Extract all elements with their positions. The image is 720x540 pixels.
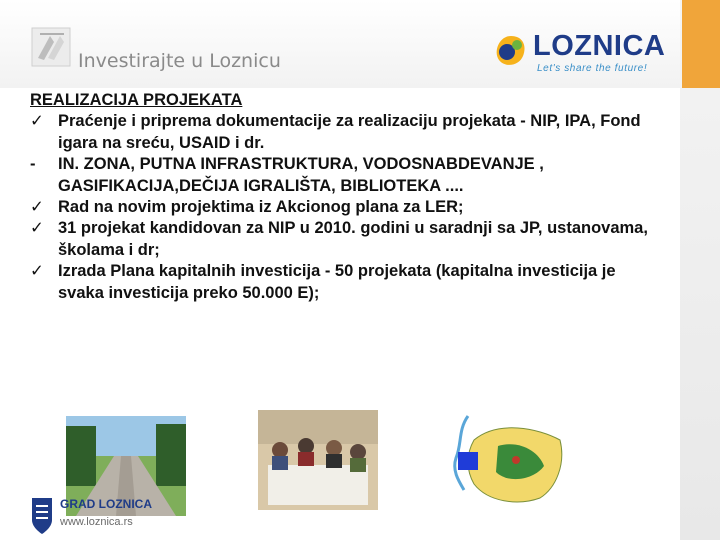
right-accent-orange — [682, 0, 720, 88]
brand-slogan: Let's share the future! — [537, 63, 648, 74]
checkmark-icon: ✓ — [30, 219, 44, 238]
checkmark-icon: ✓ — [30, 262, 44, 281]
list-item-text: Izrada Plana kapitalnih investicija - 50 projekata (kapitalna investicija je svaka investicija preko 50.000 E); — [58, 262, 616, 302]
list-item — [30, 154, 650, 197]
list-item — [30, 197, 650, 218]
investment-logo-icon — [30, 22, 74, 74]
checkmark-icon: ✓ — [30, 198, 44, 217]
dash-marker: - — [30, 155, 36, 174]
footer-website-link[interactable]: www.loznica.rs — [60, 516, 133, 528]
list-item — [30, 111, 650, 154]
loznica-mark-icon — [493, 32, 529, 72]
list-item — [30, 218, 650, 261]
content-block — [30, 90, 650, 304]
checkmark-icon: ✓ — [30, 112, 44, 131]
footer-logo — [30, 494, 230, 540]
list-item — [30, 261, 650, 304]
list-item-text: 31 projekat kandidovan za NIP u 2010. godini u saradnji sa JP, ustanovama, školama i dr; — [58, 219, 648, 259]
list-item-text: IN. ZONA, PUTNA INFRASTRUKTURA, VODOSNABDEVANJE , GASIFIKACIJA,DEČIJA IGRALIŠTA, BIBLIOTEKA .... — [58, 155, 544, 195]
section-heading: REALIZACIJA PROJEKATA — [30, 91, 243, 109]
city-shield-icon — [30, 496, 54, 536]
footer-city-name: GRAD LOZNICA — [60, 497, 152, 511]
region-map-image — [448, 410, 568, 510]
meeting-photo — [258, 410, 378, 510]
brand-name: LOZNICA — [533, 30, 666, 62]
header-tagline: Investirajte u Loznicu — [78, 50, 281, 72]
list-item-text: Praćenje i priprema dokumentacije za realizaciju projekata - NIP, IPA, Fond igara na sreću, USAID i dr. — [58, 112, 641, 152]
list-item-text: Rad na novim projektima iz Akcionog plana za LER; — [58, 198, 464, 217]
loznica-brand-logo — [493, 30, 673, 78]
